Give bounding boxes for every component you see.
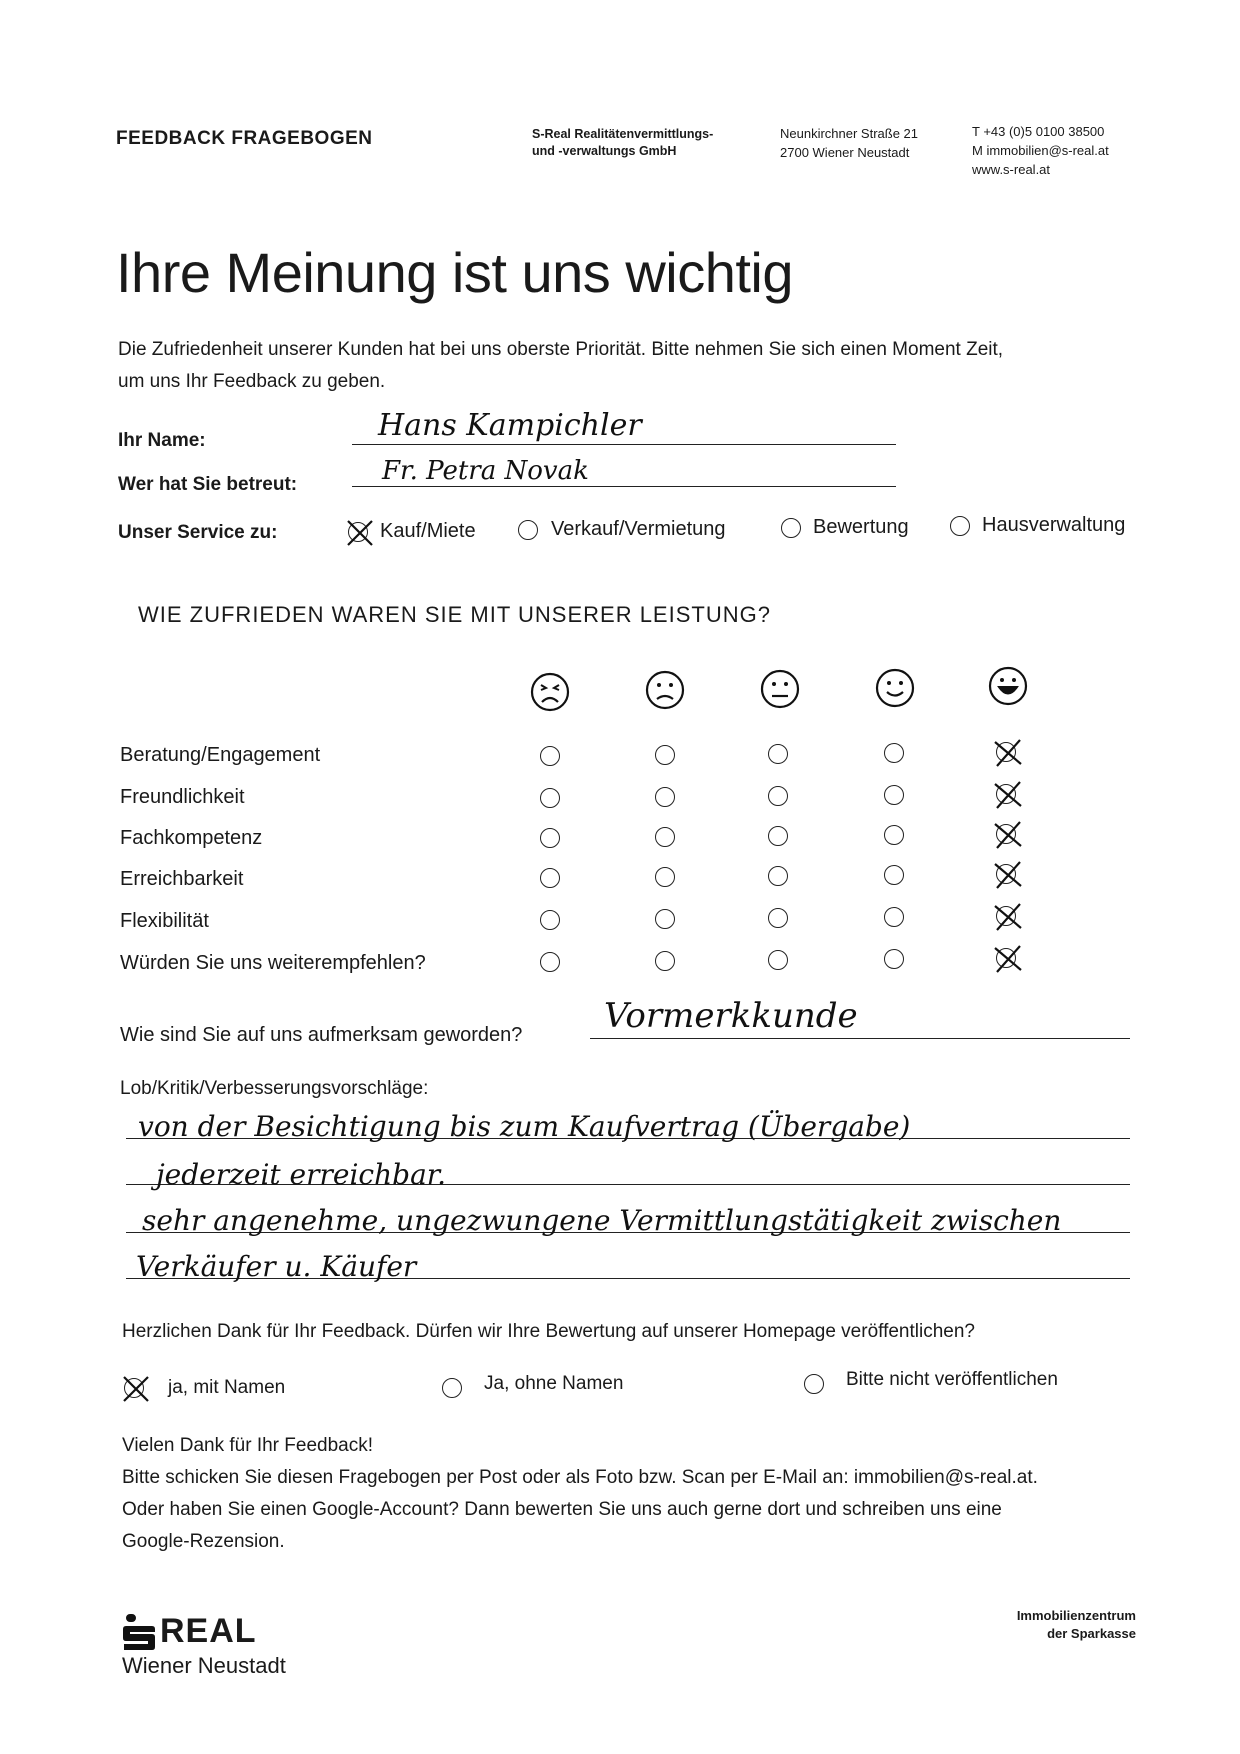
comment-text[interactable]: jederzeit erreichbar. <box>156 1158 446 1191</box>
service-label: Unser Service zu: <box>118 522 278 543</box>
criterion-label: Würden Sie uns weiterempfehlen? <box>120 952 426 974</box>
publish-radio-with-name[interactable] <box>124 1378 144 1398</box>
unhappy-face-icon <box>645 670 685 710</box>
company-name: S-Real Realitätenvermittlungs- und -verwaltungs GmbH <box>532 127 714 158</box>
form-title: FEEDBACK FRAGEBOGEN <box>116 128 373 149</box>
name-underline <box>352 444 896 445</box>
rating-radio[interactable] <box>540 788 560 808</box>
advisor-underline <box>352 486 896 487</box>
brand-name: REAL <box>160 1612 257 1650</box>
company-address: Neunkirchner Straße 21 2700 Wiener Neustadt <box>780 126 919 160</box>
rating-radio[interactable] <box>655 909 675 929</box>
rating-radio[interactable] <box>655 745 675 765</box>
closing-text: Vielen Dank für Ihr Feedback! Bitte schicken Sie diesen Fragebogen per Post oder als Foto bzw. Scan per E-Mail an: immobilien@s-real.at. Oder haben Sie einen Google-Account? Dann bewerten Sie uns auch gerne dort und schreiben uns eine Google-Rezension. <box>122 1435 1038 1552</box>
rating-radio[interactable] <box>768 908 788 928</box>
comment-text[interactable]: sehr angenehme, ungezwungene Vermittlungstätigkeit zwischen <box>142 1204 1062 1237</box>
publish-option-label: ja, mit Namen <box>168 1377 286 1398</box>
check-x-icon <box>992 779 1024 811</box>
name-label: Ihr Name: <box>118 430 206 451</box>
publish-option-label: Bitte nicht veröffentlichen <box>846 1369 1058 1390</box>
happy-face-icon <box>875 668 915 708</box>
publish-question: Herzlichen Dank für Ihr Feedback. Dürfen wir Ihre Bewertung auf unserer Homepage veröffentlichen? <box>122 1321 975 1342</box>
service-radio-verkauf-vermietung[interactable] <box>518 520 538 540</box>
rating-radio[interactable] <box>884 743 904 763</box>
rating-radio[interactable] <box>540 746 560 766</box>
company-contact: T +43 (0)5 0100 38500 M immobilien@s-real.at www.s-real.at <box>972 124 1109 177</box>
comments-label: Lob/Kritik/Verbesserungsvorschläge: <box>120 1078 429 1099</box>
rating-radio[interactable] <box>996 864 1016 884</box>
check-x-icon <box>992 859 1024 891</box>
check-x-icon <box>992 819 1024 851</box>
criterion-label: Freundlichkeit <box>120 786 245 808</box>
service-option-label: Kauf/Miete <box>380 520 476 542</box>
comment-text[interactable]: Verkäufer u. Käufer <box>136 1250 417 1283</box>
service-option-label: Verkauf/Vermietung <box>551 518 726 540</box>
advisor-label: Wer hat Sie betreut: <box>118 474 298 495</box>
rating-radio[interactable] <box>655 787 675 807</box>
check-x-icon <box>120 1373 152 1405</box>
rating-radio[interactable] <box>540 828 560 848</box>
check-x-icon <box>992 737 1024 769</box>
criterion-label: Fachkompetenz <box>120 827 263 849</box>
service-option-label: Hausverwaltung <box>982 514 1126 536</box>
publish-radio-do-not-publish[interactable] <box>804 1374 824 1394</box>
service-radio-bewertung[interactable] <box>781 518 801 538</box>
criterion-label: Erreichbarkeit <box>120 868 244 890</box>
check-x-icon <box>344 517 376 549</box>
check-x-icon <box>992 943 1024 975</box>
rating-radio[interactable] <box>996 742 1016 762</box>
check-x-icon <box>992 901 1024 933</box>
rating-radio[interactable] <box>655 827 675 847</box>
rating-radio[interactable] <box>768 786 788 806</box>
source-label: Wie sind Sie auf uns aufmerksam geworden? <box>120 1024 523 1046</box>
rating-radio[interactable] <box>540 910 560 930</box>
rating-radio[interactable] <box>655 951 675 971</box>
s-real-logo <box>122 1612 286 1679</box>
rating-heading: WIE ZUFRIEDEN WAREN SIE MIT UNSERER LEISTUNG? <box>138 602 771 627</box>
rating-radio[interactable] <box>996 948 1016 968</box>
source-field[interactable]: Vormerkkunde <box>604 996 858 1036</box>
criterion-label: Beratung/Engagement <box>120 744 321 766</box>
rating-radio[interactable] <box>540 868 560 888</box>
rating-radio[interactable] <box>768 744 788 764</box>
very-unhappy-face-icon <box>530 672 570 712</box>
very-happy-face-icon <box>988 666 1028 706</box>
source-underline <box>590 1038 1130 1039</box>
service-radio-hausverwaltung[interactable] <box>950 516 970 536</box>
criterion-label: Flexibilität <box>120 910 209 932</box>
intro-text: Die Zufriedenheit unserer Kunden hat bei uns oberste Priorität. Bitte nehmen Sie sich einen Moment Zeit, um uns Ihr Feedback zu geben. <box>118 339 1004 392</box>
rating-radio[interactable] <box>884 785 904 805</box>
sparkasse-s-icon <box>122 1614 156 1650</box>
rating-radio[interactable] <box>768 866 788 886</box>
rating-radio[interactable] <box>884 825 904 845</box>
rating-radio[interactable] <box>540 952 560 972</box>
comment-text[interactable]: von der Besichtigung bis zum Kaufvertrag (Übergabe) <box>138 1110 911 1143</box>
service-option-label: Bewertung <box>813 516 909 538</box>
name-field[interactable]: Hans Kampichler <box>378 408 642 443</box>
page-headline: Ihre Meinung ist uns wichtig <box>116 241 794 304</box>
rating-radio[interactable] <box>884 907 904 927</box>
publish-option-label: Ja, ohne Namen <box>484 1373 624 1394</box>
rating-radio[interactable] <box>996 906 1016 926</box>
rating-radio[interactable] <box>884 949 904 969</box>
rating-radio[interactable] <box>655 867 675 887</box>
rating-radio[interactable] <box>884 865 904 885</box>
rating-radio[interactable] <box>768 950 788 970</box>
brand-location: Wiener Neustadt <box>122 1653 286 1678</box>
rating-radio[interactable] <box>768 826 788 846</box>
footer-tagline: Immobilienzentrum der Sparkasse <box>1016 1608 1136 1641</box>
service-radio-kauf-miete[interactable] <box>348 522 368 542</box>
rating-radio[interactable] <box>996 824 1016 844</box>
neutral-face-icon <box>760 669 800 709</box>
advisor-field[interactable]: Fr. Petra Novak <box>382 456 589 486</box>
rating-radio[interactable] <box>996 784 1016 804</box>
publish-radio-without-name[interactable] <box>442 1378 462 1398</box>
